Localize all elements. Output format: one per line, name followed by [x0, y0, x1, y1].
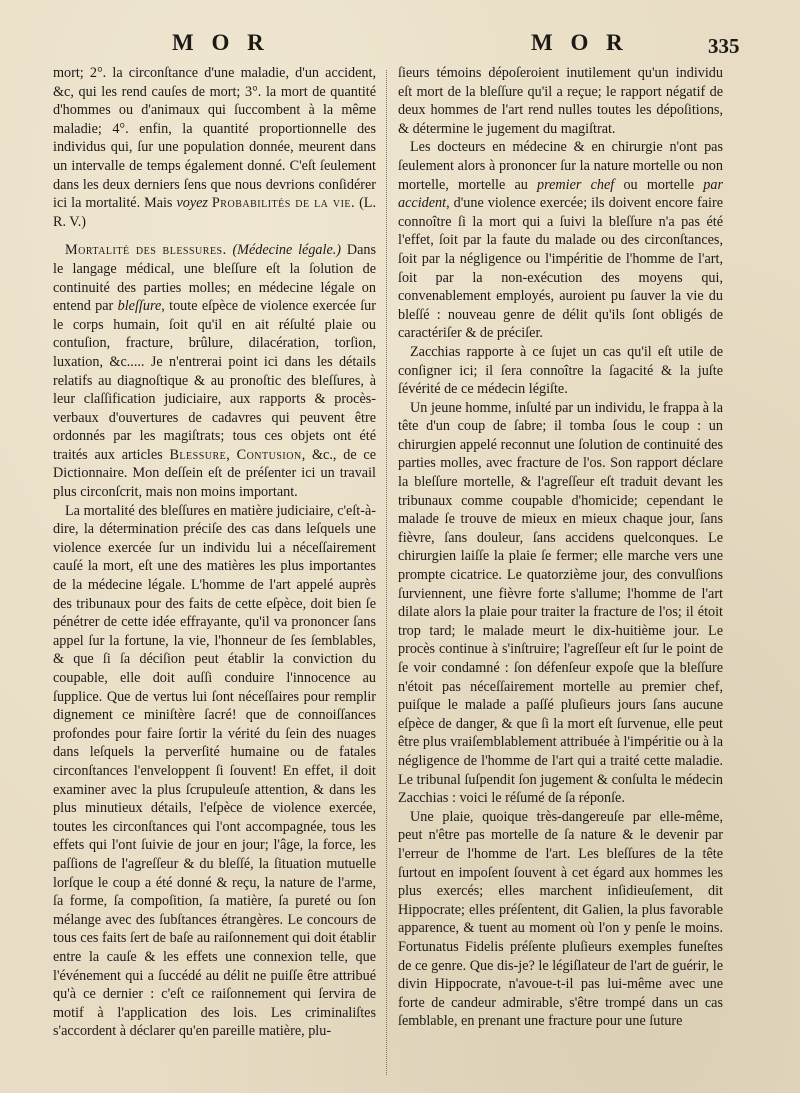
paragraph-mortalite-judiciaire: La mortalité des bleſſures en matière judiciaire, c'eſt-à-dire, la détermination préciſe des cas dans leſquels une violence exercée ſur un individu lui a néceſſairement cauſé la mort, eſt une des matières les plus importantes de la médecine légale. L'homme de l'art appelé auprès des tribunaux pour des faits de cette eſpèce, doit bien ſe pénétrer de cette idée effrayante, qu'il va prononcer ſans appel ſur la fortune, la vie, l'honneur de ſes ſemblables, & que ſi ſa déciſion peut établir la conviction du coupable, elle doit auſſi conduire l'innocence au ſupplice. Que de vertus lui ſont néceſſaires pour remplir dignement ce miniſtère ſacré! que de connoiſſances profondes pour faire ſortir la vérité du ſein des nuages dans leſquels la perverſité humaine ou de fatales circonſtances l'enveloppent ſi ſouvent! En effet, il doit examiner avec la plus ſcrupuleuſe attention, & dans les plus minutieux détails, l'eſpèce de violence exercée, toutes les circonſtances qui l'ont accompagnée, tous les effets qui l'ont ſuivie de jour en jour; l'âge, la force, les paſſions de l'agreſſeur & du bleſſé, la ſituation mutuelle lorſque le coup a été donné & reçu, la nature de l'arme, ſa forme, ſa compoſition, ſa matière, ſa pureté ou ſon mélange avec des ſubſtances étrangères. Le concours de tous ces faits ſert de baſe au raiſonnement qui doit établir entre la cauſe & les effets une connexion telle, que l'événement qui a ſuccédé au délit ne puiſſe être attribué qu'à ce dernier : c'eſt ce raiſonnement qui ſervira de motif à l'application des lois. Les criminaliſtes s'accordent à déclarer qu'en pareille matière, plu- — [53, 502, 376, 1040]
paragraph-plaie: Une plaie, quoique très-dangereuſe par elle-même, peut n'être pas mortelle de ſa nature & le devenir par l'erreur de l'homme de l'art. Les bleſſures de la tête ſurtout en impoſent ſouvent à cet égard aux hommes les plus exercés; elles marchent inſidieuſement, dit Hippocrate; elles préſentent, dit Galien, la plus favorable apparence, & tuent au moment où l'on y penſe le moins. Fortunatus Fidelis préſente pluſieurs exemples funeſtes de ce genre. Que dis-je? le légiſlateur de l'art de guérir, le divin Hippocrate, n'avoue-t-il pas lui-même avec une forte de candeur admirable, s'être trompé dans un cas ſemblable, en prenant une fracture pour une ſuture — [398, 808, 723, 1030]
cross-reference: Contusion — [236, 446, 302, 463]
paragraph-zacchias: Zacchias rapporte à ce ſujet un cas qu'il eſt utile de conſigner ici; il ſera connoître la ſagacité & la juſte ſévérité de ce médecin légiſte. — [398, 343, 723, 398]
left-column — [53, 64, 376, 1041]
paragraph-jeune-homme: Un jeune homme, inſulté par un individu, le frappa à la tête d'un coup de ſabre; il tomba ſous le coup : un chirurgien appelé reconnut une ſolution de continuité des parties molles, avec fracture de l'os. Son rapport déclare la bleſſure mortelle, & l'agreſſeur eſt traduit devant les tribunaux comme coupable d'homicide; cependant le malade ſe trouve de mieux en mieux chaque jour, ſans fièvre, ſans douleur, ſans accidens quelconques. Le chirurgien laiſſe la plaie ſe fermer; elle marche vers une prompte cicatrice. Le quatorzième jour, des convulſions ſurviennent, une fièvre forte s'allume; l'homme de l'art dilate alors la plaie pour traiter la fracture de l'os; il étoit trop tard; le malade meurt le dix-huitième jour. Le procès continue à s'inſtruire; l'agreſſeur eſt ſur le point de ſe voir condamné : ſon défenſeur expoſe que la bleſſure n'étoit pas néceſſairement mortelle au premier chef, puiſque le malade a paſſé pluſieurs jours ſans aucune eſpèce de danger, & que ſi la mort eſt ſurvenue, elle peut être plus vraiſemblablement attribuée à l'impéritie ou à la négligence de l'homme de l'art qui a traité cette maladie. Le tribunal ſuſpendit ſon jugement & conſulta le médecin Zacchias : voici le réſumé de ſa réponſe. — [398, 399, 723, 807]
cross-reference: Probabilités de la vie. — [211, 195, 356, 212]
paragraph-temoins: ſieurs témoins dépoſeroient inutilement qu'un individu eſt mort de la bleſſure qu'il a reçue; le rapport négatif de deux hommes de l'art rend nulles toutes les dépoſitions, & détermine le jugement du magiſtrat. — [398, 65, 723, 137]
column-divider — [386, 70, 387, 1075]
cross-reference: Blessure — [169, 446, 227, 463]
running-title-right: M O R — [531, 30, 629, 55]
entry-heading: Mortalité des blessures. — [65, 242, 227, 259]
right-column — [398, 64, 723, 1031]
page-number: 335 — [708, 34, 740, 58]
running-header — [0, 30, 800, 66]
author-signature: (L. R. V.) — [53, 195, 377, 230]
running-title-left: M O R — [172, 30, 270, 55]
paragraph-mortalite-end: mort; 2°. la circonſtance d'une maladie, d'un accident, &c, qui les rend cauſes de mort; 3°. la mort de quantité d'hommes ou d'animaux qui ſuccombent à la même maladie; 4°. enfin, la quantité proportionnelle des individus qui, ſur une population donnée, meurent dans un intervalle de temps également donné. C'eſt ſeulement dans les deux derniers ſens que nous devrions conſidérer ici la mortalité. Mais voyez Probabilités de la vie. (L. R. V.) — [53, 65, 377, 230]
paragraph-docteurs: Les docteurs en médecine & en chirurgie n'ont pas ſeulement alors à prononcer ſur la nature mortelle ou non mortelle, mortelle au premier chef ou mortelle par accident, d'une violence exercée; ils doivent encore faire connoître ſi la mort qui a ſuivi la bleſſure n'a pas été l'effet, ſoit par la faute du malade ou des circonſtances, ſoit par la négligence ou l'impéritie de l'homme de l'art, ſoit par la non-exécution des moyens qui, convenablement employés, auroient pu ſauver la vie du bleſſé : nouveau genre de délit qu'ils ſont obligés de caractériſer & de préciſer. — [398, 139, 724, 342]
entry-subject: (Médecine légale.) — [232, 242, 342, 259]
paragraph-blessures-intro: Mortalité des blessures. (Médecine légale.) Dans le langage médical, une bleſſure eſt la ſolution de continuité des parties molles; en médecine légale on entend par bleſſure, toute eſpèce de violence exercée ſur le corps humain, ſoit qu'il en ait réſulté plaie ou contuſion, fracture, brûlure, dilacération, torſion, luxation, &c..... Je n'entrerai point ici dans les détails relatifs au diagnoſtique & au pronoſtic des bleſſures, à leur claſſification judiciaire, aux rapports & procès-verbaux d'ouvertures de cadavres qui peuvent être ordonnés par les magiſtrats; tous ces objets ont été traités aux articles Blessure, Contusion, &c., de ce Dictionnaire. Mon deſſein eſt de préſenter ici un travail plus circonſcrit, mais non moins important. — [53, 242, 376, 501]
